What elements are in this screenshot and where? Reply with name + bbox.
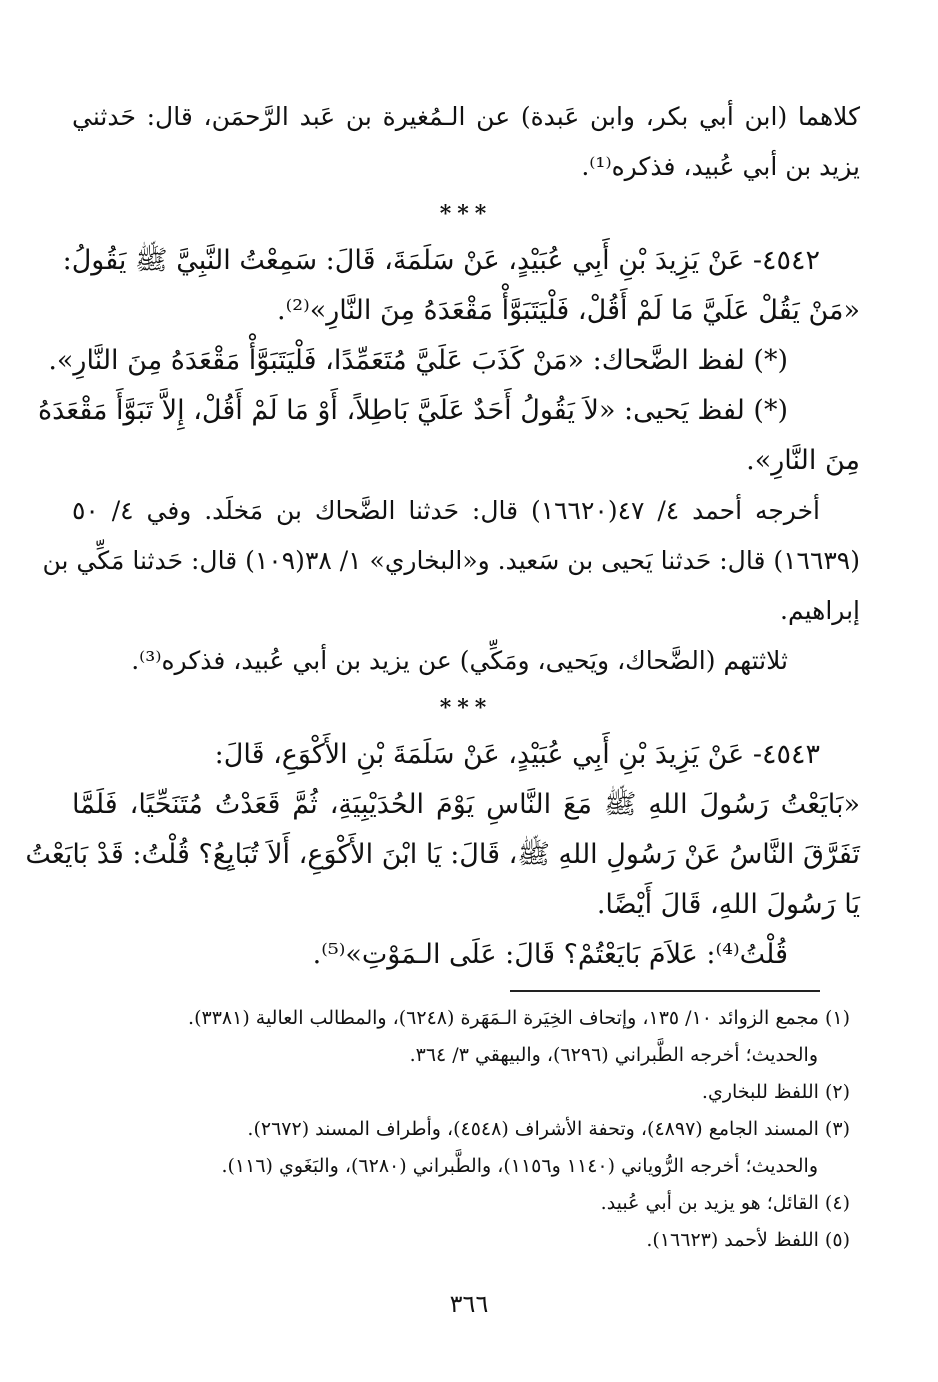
narrators-summary: ثلاثتهم (الضَّحاك، ويَحيى، ومَكِّي) عن يزيد بن أبي عُبيد، فذكره⁽³⁾. [131,646,788,675]
footnote-1-cont: والحديث؛ أخرجه الطَّبراني (٦٢٩٦)، والبيهقي ٣/ ٣٦٤. [409,1044,818,1066]
text-line: يزيد بن أبي عُبيد، فذكره⁽¹⁾. [581,152,860,181]
footnote-4: (٤) القائل؛ هو يزيد بن أبي عُبيد. [600,1192,850,1214]
footnotes [96,1000,850,1259]
takhrij-line: إبراهيم. [780,596,860,625]
hadith-text-line: قُلْتُ⁽⁴⁾: عَلاَمَ بَايَعْتُمْ؟ قَالَ: عَلَى الـمَوْتِ»⁽⁵⁾. [312,939,788,970]
hadith-4542-heading: ٤٥٤٢- عَنْ يَزِيدَ بْنِ أَبِي عُبَيْدٍ، عَنْ سَلَمَةَ، قَالَ: سَمِعْتُ النَّبِيَّ ﷺ يَقُولُ: [62,245,820,276]
variant-wording-yahya: (*) لفظ يَحيى: «لاَ يَقُولُ أَحَدٌ عَلَيَّ بَاطِلاً، أَوْ مَا لَمْ أَقُلْ، إِلاَّ تَبَوَّأَ مَقْعَدَهُ [37,395,788,426]
footnote-3: (٣) المسند الجامع (٤٨٩٧)، وتحفة الأشراف (٤٥٤٨)، وأطراف المسند (٢٦٧٢). [247,1118,850,1140]
hadith-text-line: يَا رَسُولَ اللهِ، قَالَ أَيْضًا. [596,889,860,920]
main-text [25,92,860,980]
hadith-text-line: تَفَرَّقَ النَّاسُ عَنْ رَسُولِ اللهِ ﷺ، قَالَ: يَا ابْنَ الأَكْوَعِ، أَلاَ تُبَايِعُ؟ قُلْتُ: قَدْ بَايَعْتُ [25,839,860,870]
takhrij-line: أخرجه أحمد ٤/ ٤٧(١٦٦٢٠) قال: حَدثنا الضَّحاك بن مَخلَد. وفي ٤/ ٥٠ [72,496,821,525]
variant-wording-dahhak: (*) لفظ الضَّحاك: «مَنْ كَذَبَ عَلَيَّ مُتَعَمِّدًا، فَلْيَتَبَوَّأْ مَقْعَدَهُ مِنَ النَّارِ». [48,345,788,376]
takhrij-line: (١٦٦٣٩) قال: حَدثنا يَحيى بن سَعيد. و«البخاري» ١/ ٣٨(١٠٩) قال: حَدثنا مَكِّي بن [42,546,860,575]
variant-wording-yahya-cont: مِنَ النَّارِ». [746,445,860,476]
section-separator: *** [439,201,493,227]
footnote-1: (١) مجمع الزوائد ١٠/ ١٣٥، وإتحاف الخِيَرة الـمَهَرة (٦٢٤٨)، والمطالب العالية (٣٣٨١). [188,1007,850,1029]
footnote-3-cont: والحديث؛ أخرجه الرُّوياني (١١٤٠ و١١٥٦)، والطَّبراني (٦٢٨٠)، والبَغَوي (١١٦). [221,1155,818,1177]
footnote-5: (٥) اللفظ لأحمد (١٦٦٢٣). [646,1229,850,1251]
hadith-text-line: «بَايَعْتُ رَسُولَ اللهِ ﷺ مَعَ النَّاسِ يَوْمَ الحُدَيْبِيَةِ، ثُمَّ قَعَدْتُ مُتَنَحِّيًا، فَلَمَّا [72,789,860,820]
hadith-4543-heading: ٤٥٤٣- عَنْ يَزِيدَ بْنِ أَبِي عُبَيْدٍ، عَنْ سَلَمَةَ بْنِ الأَكْوَعِ، قَالَ: [214,739,820,770]
page-number: ٣٦٦ [449,1290,489,1318]
section-separator: *** [439,695,493,721]
hadith-text-line: «مَنْ يَقُلْ عَلَيَّ مَا لَمْ أَقُلْ، فَلْيَتَبَوَّأْ مَقْعَدَهُ مِنَ النَّارِ»⁽²⁾. [277,295,860,326]
text-line: كلاهما (ابن أبي بكر، وابن عَبدة) عن الـمُغيرة بن عَبد الرَّحمَن، قال: حَدثني [72,102,860,131]
footnote-2: (٢) اللفظ للبخاري. [701,1081,850,1103]
footnote-separator [510,990,820,992]
